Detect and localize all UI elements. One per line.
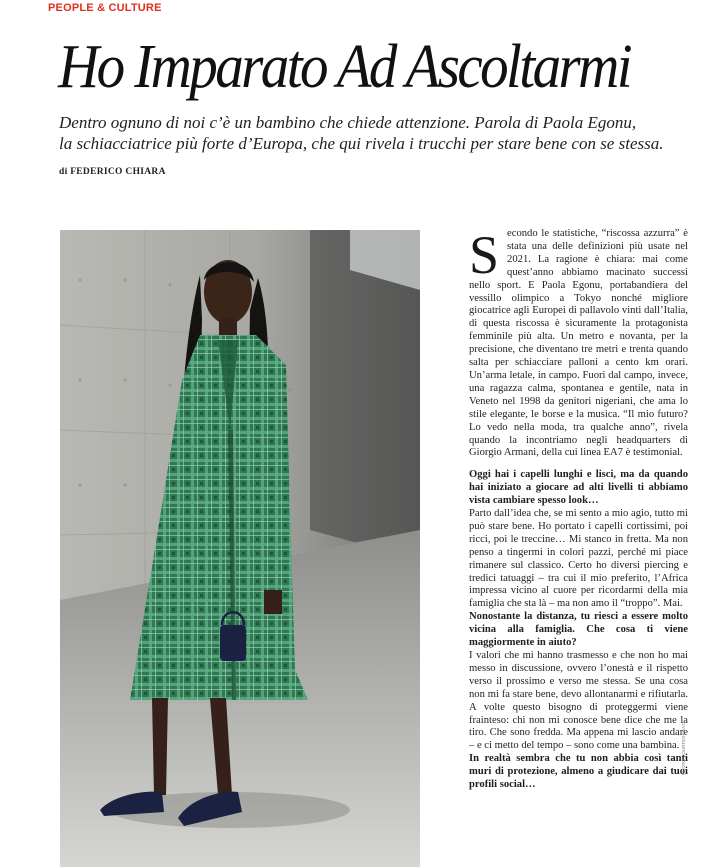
photo-credit: PHOTO COURTESY EA7 — [681, 723, 686, 775]
interview-answer: Parto dall’idea che, se mi sento a mio agio, tutto mi può stare bene. Ho portato i capelli cortissimi, poi ricci, poi le treccine… Mi stanco in fretta. Ma non penso a tingermi in colori pazzi, perché mi piace rimanere sul classico. Certo ho diversi piercing e tredici tatuaggi – tra cui il mio preferito, l’Africa impressa vicino al cuore per ricordarmi della mia famiglia che sta là – ma non amo il “troppo”. Mai. — [469, 508, 688, 610]
section-label: PEOPLE & CULTURE — [48, 2, 162, 14]
standfirst — [59, 112, 679, 154]
article-intro — [469, 225, 688, 460]
interview-question: Nonostante la distanza, tu riesci a essere molto vicina alla famiglia. Che cosa ti viene maggiormente in aiuto? — [469, 611, 688, 649]
interview-question: Oggi hai i capelli lunghi e lisci, ma da quando hai iniziato a giocare ad alti livelli ti abbiamo vista cambiare spesso look… — [469, 469, 688, 507]
page-title: Ho Imparato Ad Ascoltarmi — [58, 33, 631, 101]
standfirst-line: Dentro ognuno di noi c’è un bambino che chiede attenzione. Parola di Paola Egonu, — [59, 113, 637, 132]
drop-cap: S — [469, 225, 500, 285]
portrait-photo — [60, 230, 420, 867]
interview-answer: I valori che mi hanno trasmesso e che non ho mai messo in discussione, ovvero l’onestà e il rispetto verso il prossimo e verso me stessa. Se una cosa non mi fa stare bene, devo allontanarmi e rifiutarla. A volte questo bisogno di proteggermi viene frainteso: chi non mi conosce bene dice che me la tiro. Che sono fredda. Ma appena mi lascio andare – e ci metto del tempo – sono come una bambina. — [469, 650, 688, 752]
interview-question: In realtà sembra che tu non abbia così tanti muri di protezione, almeno a giudicare dai tuoi profili social… — [469, 753, 688, 791]
portrait-illustration — [60, 230, 420, 867]
intro-text: econdo le statistiche, “riscossa azzurra” è stata una delle definizioni più usate nel 2021. La ragione è chiara: mai come quest’anno abbiamo macinato successi nello sport. E Paola Egonu, portabandiera del vessillo olimpico a Tokyo nonché migliore giocatrice agli Europei di pallavolo vinti dall’Italia, di questa riscossa è sicuramente la protagonista femminile più alta. Un metro e novanta, per la precisione, che diventano tre metri e trenta quando salta per schiacciare palloni a cento km orari. Un’arma letale, in campo. Fuori dal campo, invece, una ragazza calma, spontanea e gentile, nata in Veneto nel 1998 da genitori nigeriani, che ama lo stile elegante, le borse e la musica. “Il mio futuro? Lo vedo nella moda, tra qualche anno”, rivela quando la incontriamo negli headquarters di Giorgio Armani, della cui linea EA7 è testimonial. — [469, 228, 688, 459]
article-body — [469, 225, 688, 792]
byline: di FEDERICO CHIARA — [59, 167, 166, 177]
standfirst-line: la schiacciatrice più forte d’Europa, che qui rivela i trucchi per stare bene con se stessa. — [59, 134, 664, 153]
